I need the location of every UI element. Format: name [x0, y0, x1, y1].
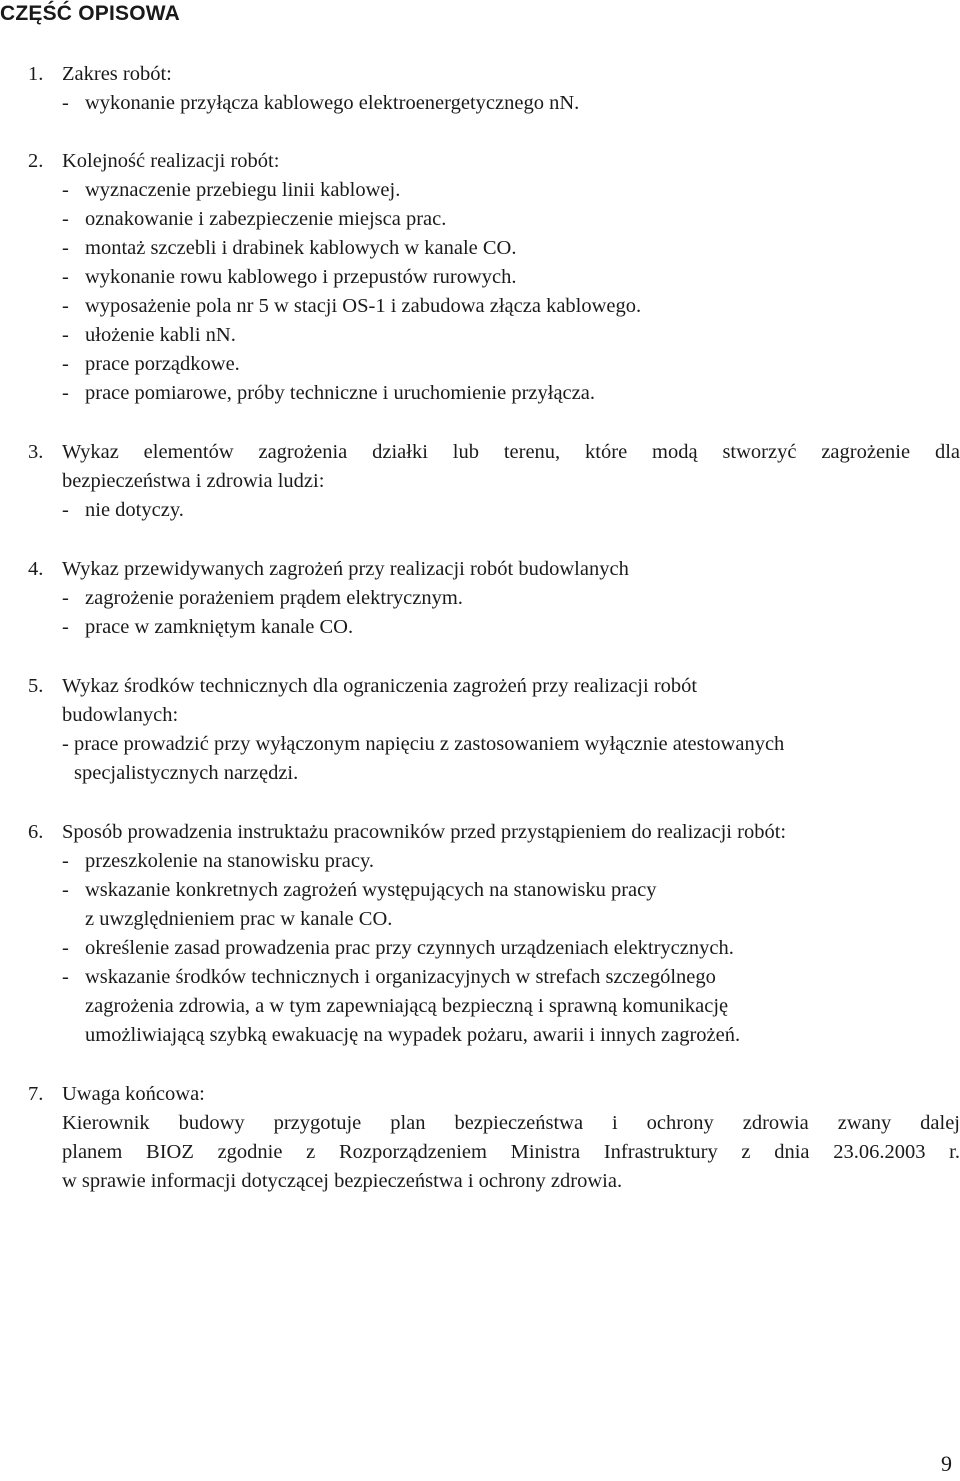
- list-dash: -: [62, 237, 69, 259]
- section-heading-line: bezpieczeństwa i zdrowia ludzi:: [62, 470, 325, 492]
- list-dash: -: [62, 179, 69, 201]
- list-item: prace pomiarowe, próby techniczne i uruchomienie przyłącza.: [85, 382, 595, 404]
- list-item: wyznaczenie przebiegu linii kablowej.: [85, 179, 401, 201]
- list-item-continuation: zagrożenia zdrowia, a w tym zapewniającą bezpieczną i sprawną komunikację: [85, 995, 729, 1017]
- list-item: prace porządkowe.: [85, 353, 240, 375]
- list-item: ułożenie kabli nN.: [85, 324, 236, 346]
- section-number: 7.: [28, 1083, 44, 1105]
- paragraph-line: planem BIOZ zgodnie z Rozporządzeniem Ministra Infrastruktury z dnia 23.06.2003 r.: [62, 1141, 960, 1163]
- list-item-continuation: z uwzględnieniem prac w kanale CO.: [85, 908, 393, 930]
- section-number: 3.: [28, 441, 44, 463]
- section-heading: Kolejność realizacji robót:: [62, 150, 280, 172]
- list-item: wyposażenie pola nr 5 w stacji OS-1 i zabudowa złącza kablowego.: [85, 295, 642, 317]
- list-item: montaż szczebli i drabinek kablowych w kanale CO.: [85, 237, 517, 259]
- paragraph-line: w sprawie informacji dotyczącej bezpieczeństwa i ochrony zdrowia.: [62, 1170, 623, 1192]
- list-dash: -: [62, 587, 69, 609]
- section-number: 6.: [28, 821, 44, 843]
- list-dash: -: [62, 353, 69, 375]
- list-dash: -: [62, 850, 69, 872]
- list-dash: -: [62, 208, 69, 230]
- list-item: określenie zasad prowadzenia prac przy czynnych urządzeniach elektrycznych.: [85, 937, 734, 959]
- list-dash: -: [62, 616, 69, 638]
- section-heading: Zakres robót:: [62, 63, 172, 85]
- list-dash: -: [62, 295, 69, 317]
- section-number: 2.: [28, 150, 44, 172]
- section-heading: Sposób prowadzenia instruktażu pracowników przed przystąpieniem do realizacji robót:: [62, 821, 787, 843]
- paragraph-line: Kierownik budowy przygotuje plan bezpieczeństwa i ochrony zdrowia zwany dalej: [62, 1112, 960, 1134]
- list-item: oznakowanie i zabezpieczenie miejsca prac.: [85, 208, 447, 230]
- list-item: zagrożenie porażeniem prądem elektrycznym.: [85, 587, 463, 609]
- list-dash: -: [62, 937, 69, 959]
- section-heading: Uwaga końcowa:: [62, 1083, 205, 1105]
- list-item: - prace prowadzić przy wyłączonym napięciu z zastosowaniem wyłącznie atestowanych: [62, 733, 785, 755]
- section-number: 1.: [28, 63, 44, 85]
- list-item-continuation: specjalistycznych narzędzi.: [74, 762, 299, 784]
- list-item: prace w zamkniętym kanale CO.: [85, 616, 354, 638]
- section-heading: Wykaz przewidywanych zagrożeń przy realizacji robót budowlanych: [62, 558, 629, 580]
- list-item-continuation: umożliwiającą szybką ewakuację na wypadek pożaru, awarii i innych zagrożeń.: [85, 1024, 741, 1046]
- list-item: wskazanie konkretnych zagrożeń występujących na stanowisku pracy: [85, 879, 657, 901]
- list-dash: -: [62, 382, 69, 404]
- list-dash: -: [62, 266, 69, 288]
- list-dash: -: [62, 324, 69, 346]
- list-item: wykonanie rowu kablowego i przepustów rurowych.: [85, 266, 517, 288]
- page-number: 9: [941, 1451, 952, 1476]
- list-dash: -: [62, 92, 69, 114]
- list-dash: -: [62, 966, 69, 988]
- list-item: przeszkolenie na stanowisku pracy.: [85, 850, 374, 872]
- section-heading-line: Wykaz środków technicznych dla ograniczenia zagrożeń przy realizacji robót: [62, 675, 698, 697]
- list-item: nie dotyczy.: [85, 499, 184, 521]
- page-title: CZĘŚĆ OPISOWA: [0, 2, 180, 25]
- list-dash: -: [62, 499, 69, 521]
- list-item: wskazanie środków technicznych i organizacyjnych w strefach szczególnego: [85, 966, 716, 988]
- section-number: 4.: [28, 558, 44, 580]
- section-number: 5.: [28, 675, 44, 697]
- list-item: wykonanie przyłącza kablowego elektroenergetycznego nN.: [85, 92, 580, 114]
- section-heading-line: Wykaz elementów zagrożenia działki lub terenu, które modą stworzyć zagrożenie dla: [62, 441, 960, 463]
- list-dash: -: [62, 879, 69, 901]
- section-heading-line: budowlanych:: [62, 704, 179, 726]
